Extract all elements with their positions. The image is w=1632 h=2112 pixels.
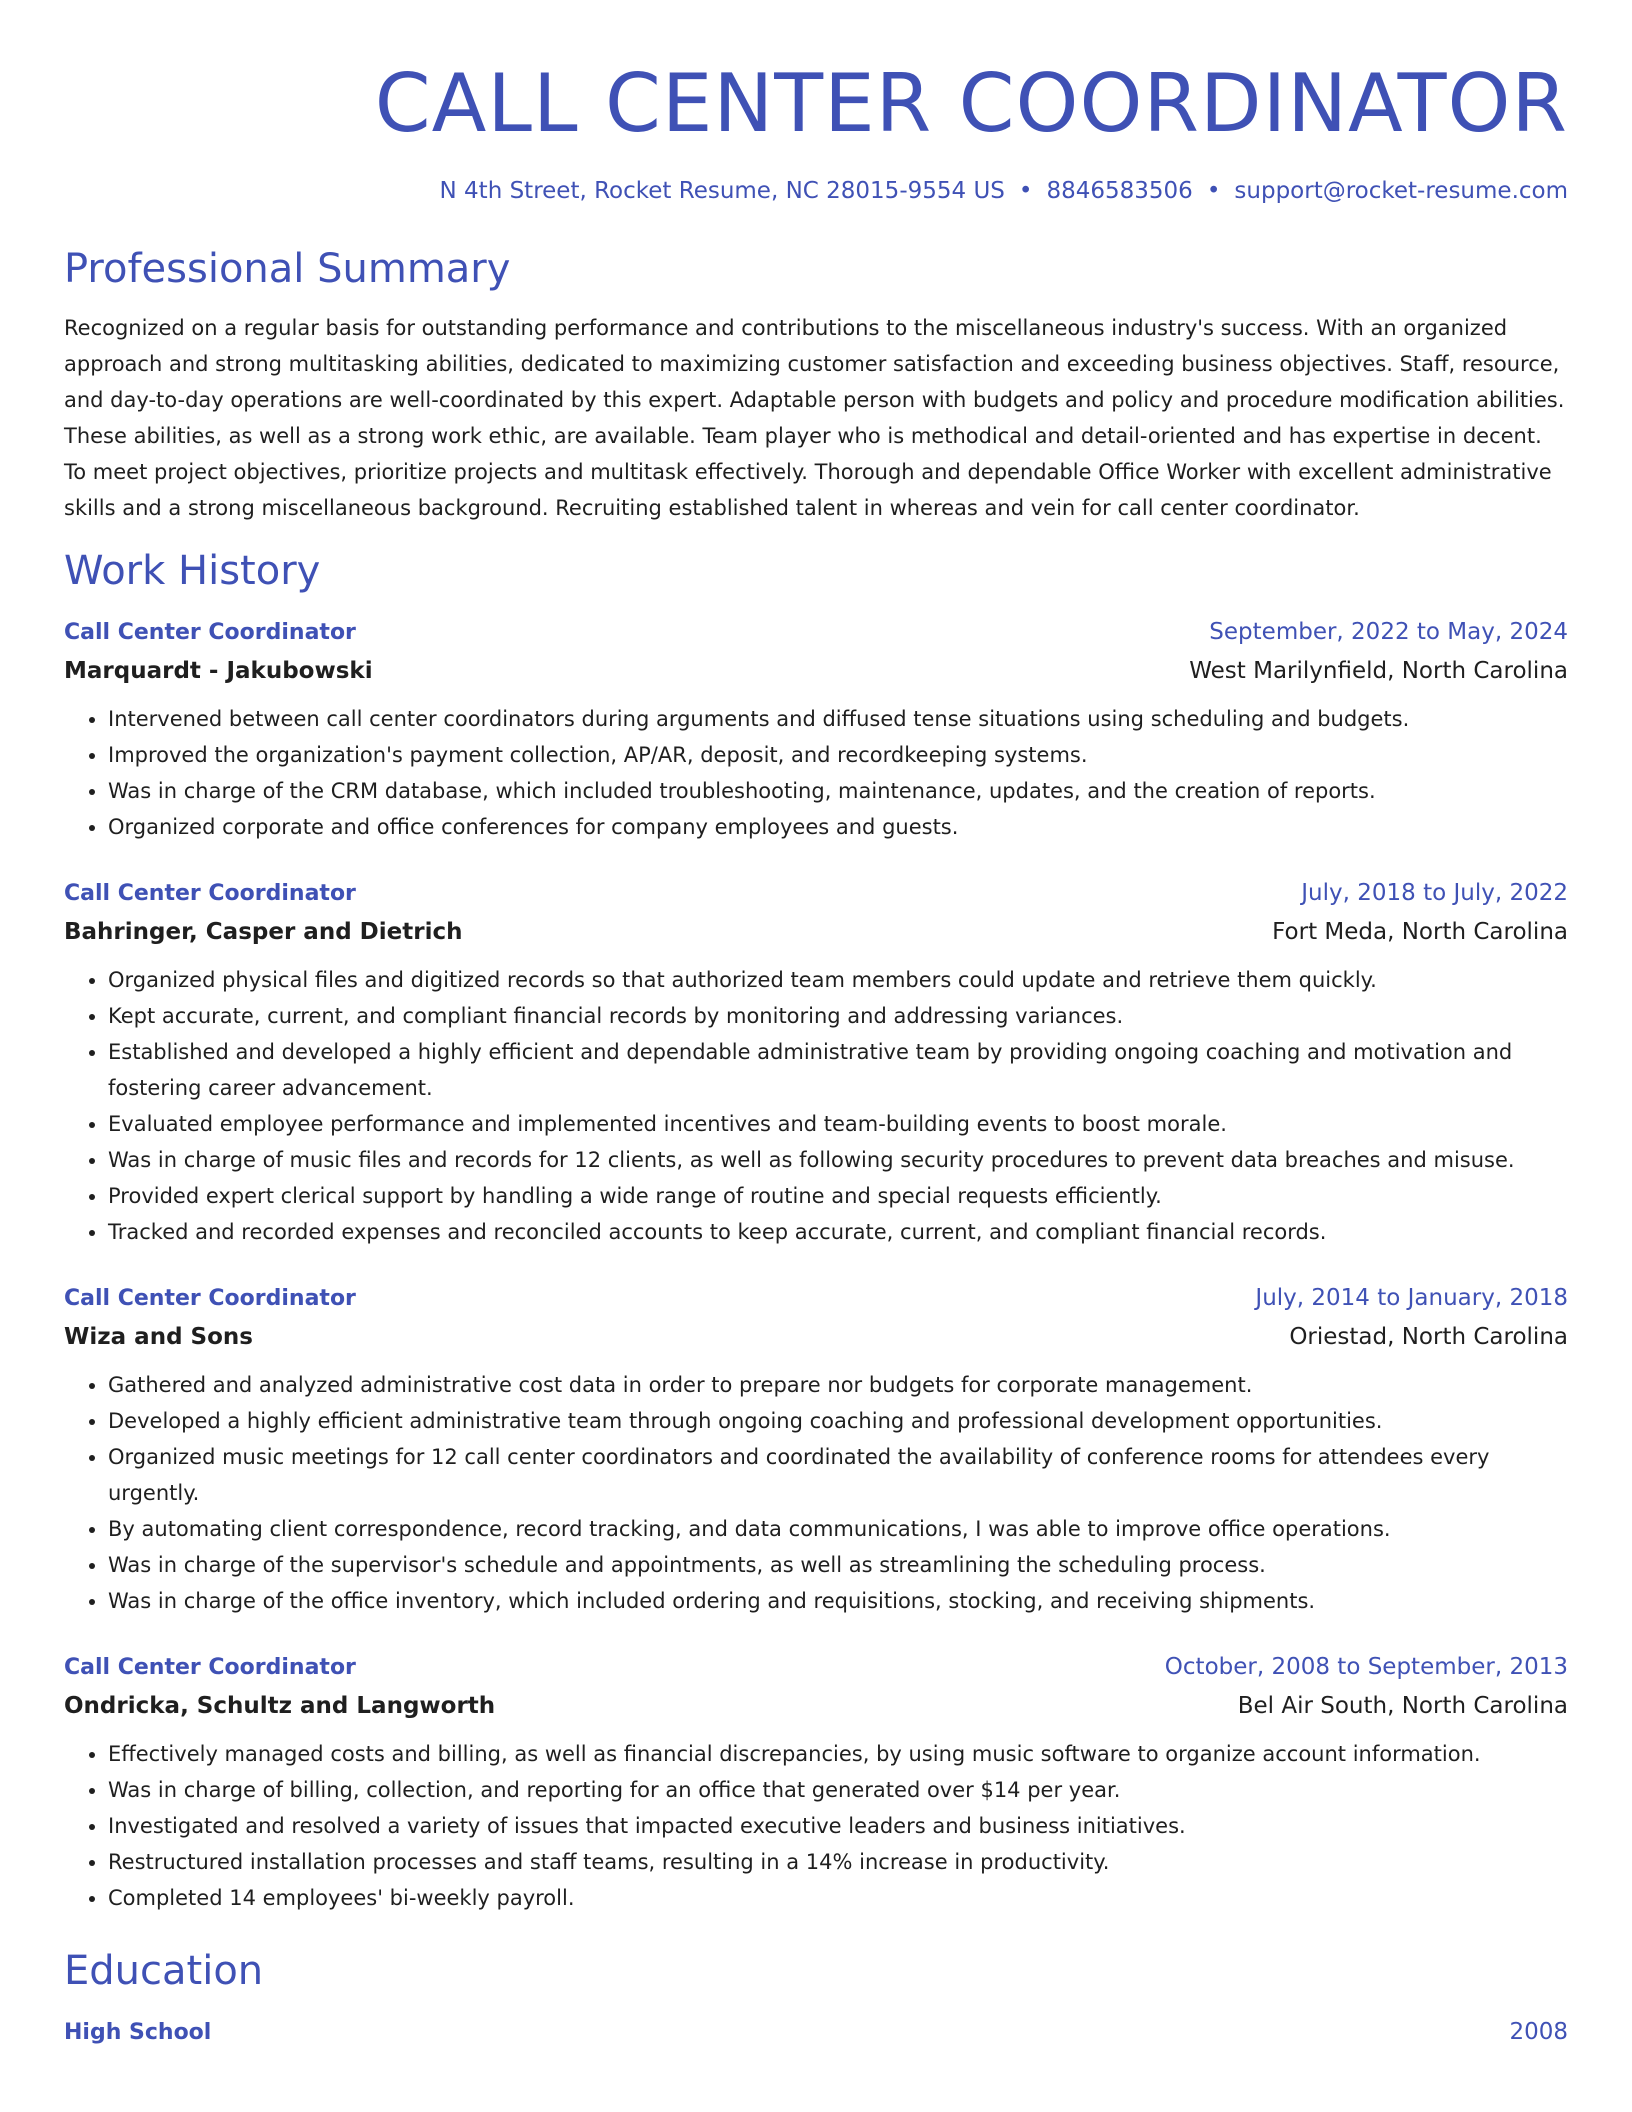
job-title: Call Center Coordinator (64, 881, 356, 906)
job-dates: July, 2018 to July, 2022 (1301, 880, 1568, 906)
job-bullet-list (64, 1736, 1568, 1916)
job-title: Call Center Coordinator (64, 620, 356, 645)
job-company: Ondricka, Schultz and Langworth (64, 1693, 496, 1719)
job-location: Bel Air South, North Carolina (1237, 1693, 1568, 1719)
education-heading: Education (64, 1948, 264, 1994)
job-bullet: • Evaluated employee performance and implemented incentives and team-building events to boost morale. (108, 1106, 1568, 1142)
contact-separator: • (1206, 178, 1221, 204)
work-history-list (64, 614, 1568, 1916)
job-company-row (64, 1317, 1568, 1357)
job-dates: September, 2022 to May, 2024 (1209, 619, 1568, 645)
job-entry (64, 875, 1568, 1250)
job-bullet: • Was in charge of music files and records for 12 clients, as well as following security procedures to prevent data breaches and misuse. (108, 1142, 1568, 1178)
job-bullet: • Was in charge of the office inventory, which included ordering and requisitions, stocking, and receiving shipments. (108, 1583, 1568, 1619)
job-title-row (64, 875, 1568, 912)
job-bullet: • Tracked and recorded expenses and reconciled accounts to keep accurate, current, and compliant financial records. (108, 1214, 1568, 1250)
job-location: West Marilynfield, North Carolina (1189, 658, 1568, 684)
job-bullet: • Developed a highly efficient administrative team through ongoing coaching and professional development opportunities. (108, 1403, 1568, 1439)
job-entry (64, 1649, 1568, 1916)
job-entry (64, 614, 1568, 845)
job-bullet: • Organized corporate and office conferences for company employees and guests. (108, 809, 1568, 845)
job-bullet-list (64, 701, 1568, 845)
job-company-row (64, 1686, 1568, 1726)
job-bullet: • Gathered and analyzed administrative cost data in order to prepare nor budgets for corporate management. (108, 1367, 1568, 1403)
job-bullet: • Effectively managed costs and billing, as well as financial discrepancies, by using music software to organize account information. (108, 1736, 1568, 1772)
job-bullet: • By automating client correspondence, record tracking, and data communications, I was able to improve office operations. (108, 1511, 1568, 1547)
job-bullet-list (64, 962, 1568, 1250)
contact-phone: 8846583506 (1046, 178, 1193, 204)
education-degree: High School (64, 2020, 212, 2045)
job-company-row (64, 912, 1568, 952)
summary-text: Recognized on a regular basis for outstanding performance and contributions to the miscellaneous industry's success. With an organized approach and strong multitasking abilities, dedicated to maximizing customer satisfaction and exceeding business objectives. Staff, resource, and day-to-day operations are well-coordinated by this expert. Adaptable person with budgets and policy and procedure modification abilities. These abilities, as well as a strong work ethic, are available. Team player who is methodical and detail-oriented and has expertise in decent. To meet project objectives, prioritize projects and multitask effectively. Thorough and dependable Office Worker with excellent administrative skills and a strong miscellaneous background. Recruiting established talent in whereas and vein for call center coordinator. (64, 316, 1565, 520)
job-bullet: • Organized physical files and digitized records so that authorized team members could update and retrieve them quickly. (108, 962, 1568, 998)
job-bullet: • Investigated and resolved a variety of issues that impacted executive leaders and business initiatives. (108, 1808, 1568, 1844)
job-bullet: • Improved the organization's payment collection, AP/AR, deposit, and recordkeeping systems. (108, 737, 1568, 773)
job-company: Marquardt - Jakubowski (64, 658, 373, 684)
job-title: Call Center Coordinator (64, 1655, 356, 1680)
job-bullet: • Provided expert clerical support by handling a wide range of routine and special requests efficiently. (108, 1178, 1568, 1214)
job-bullet: • Restructured installation processes and staff teams, resulting in a 14% increase in productivity. (108, 1844, 1568, 1880)
job-bullet: • Intervened between call center coordinators during arguments and diffused tense situations using scheduling and budgets. (108, 701, 1568, 737)
contact-address: N 4th Street, Rocket Resume, NC 28015-9554 US (439, 178, 1005, 204)
job-title-row (64, 1280, 1568, 1317)
summary-heading: Professional Summary (64, 246, 511, 292)
job-entry (64, 1280, 1568, 1619)
contact-email: support@rocket-resume.com (1234, 178, 1568, 204)
job-company: Wiza and Sons (64, 1324, 253, 1350)
job-dates: July, 2014 to January, 2018 (1255, 1285, 1568, 1311)
education-entry (64, 2014, 1568, 2051)
job-bullet: • Was in charge of billing, collection, and reporting for an office that generated over $14 per year. (108, 1772, 1568, 1808)
job-title: Call Center Coordinator (64, 1286, 356, 1311)
job-location: Fort Meda, North Carolina (1272, 919, 1568, 945)
job-bullet: • Organized music meetings for 12 call center coordinators and coordinated the availability of conference rooms for attendees every urgently. (108, 1439, 1568, 1511)
job-bullet: • Established and developed a highly efficient and dependable administrative team by providing ongoing coaching and motivation and fostering career advancement. (108, 1034, 1568, 1106)
job-bullet: • Was in charge of the supervisor's schedule and appointments, as well as streamlining the scheduling process. (108, 1547, 1568, 1583)
job-location: Oriestad, North Carolina (1289, 1324, 1568, 1350)
job-company: Bahringer, Casper and Dietrich (64, 919, 463, 945)
job-bullet: • Completed 14 employees' bi-weekly payroll. (108, 1880, 1568, 1916)
contact-line (64, 176, 1568, 206)
job-dates: October, 2008 to September, 2013 (1164, 1654, 1568, 1680)
work-history-heading: Work History (64, 548, 321, 594)
job-bullet: • Was in charge of the CRM database, which included troubleshooting, maintenance, updates, and the creation of reports. (108, 773, 1568, 809)
job-title-row (64, 1649, 1568, 1686)
candidate-name: CALL CENTER COORDINATOR (374, 57, 1568, 150)
job-bullet: • Kept accurate, current, and compliant financial records by monitoring and addressing variances. (108, 998, 1568, 1034)
education-year: 2008 (1509, 2019, 1568, 2045)
resume-page (64, 0, 1568, 2112)
job-title-row (64, 614, 1568, 651)
job-bullet-list (64, 1367, 1568, 1619)
contact-separator: • (1018, 178, 1033, 204)
job-company-row (64, 651, 1568, 691)
